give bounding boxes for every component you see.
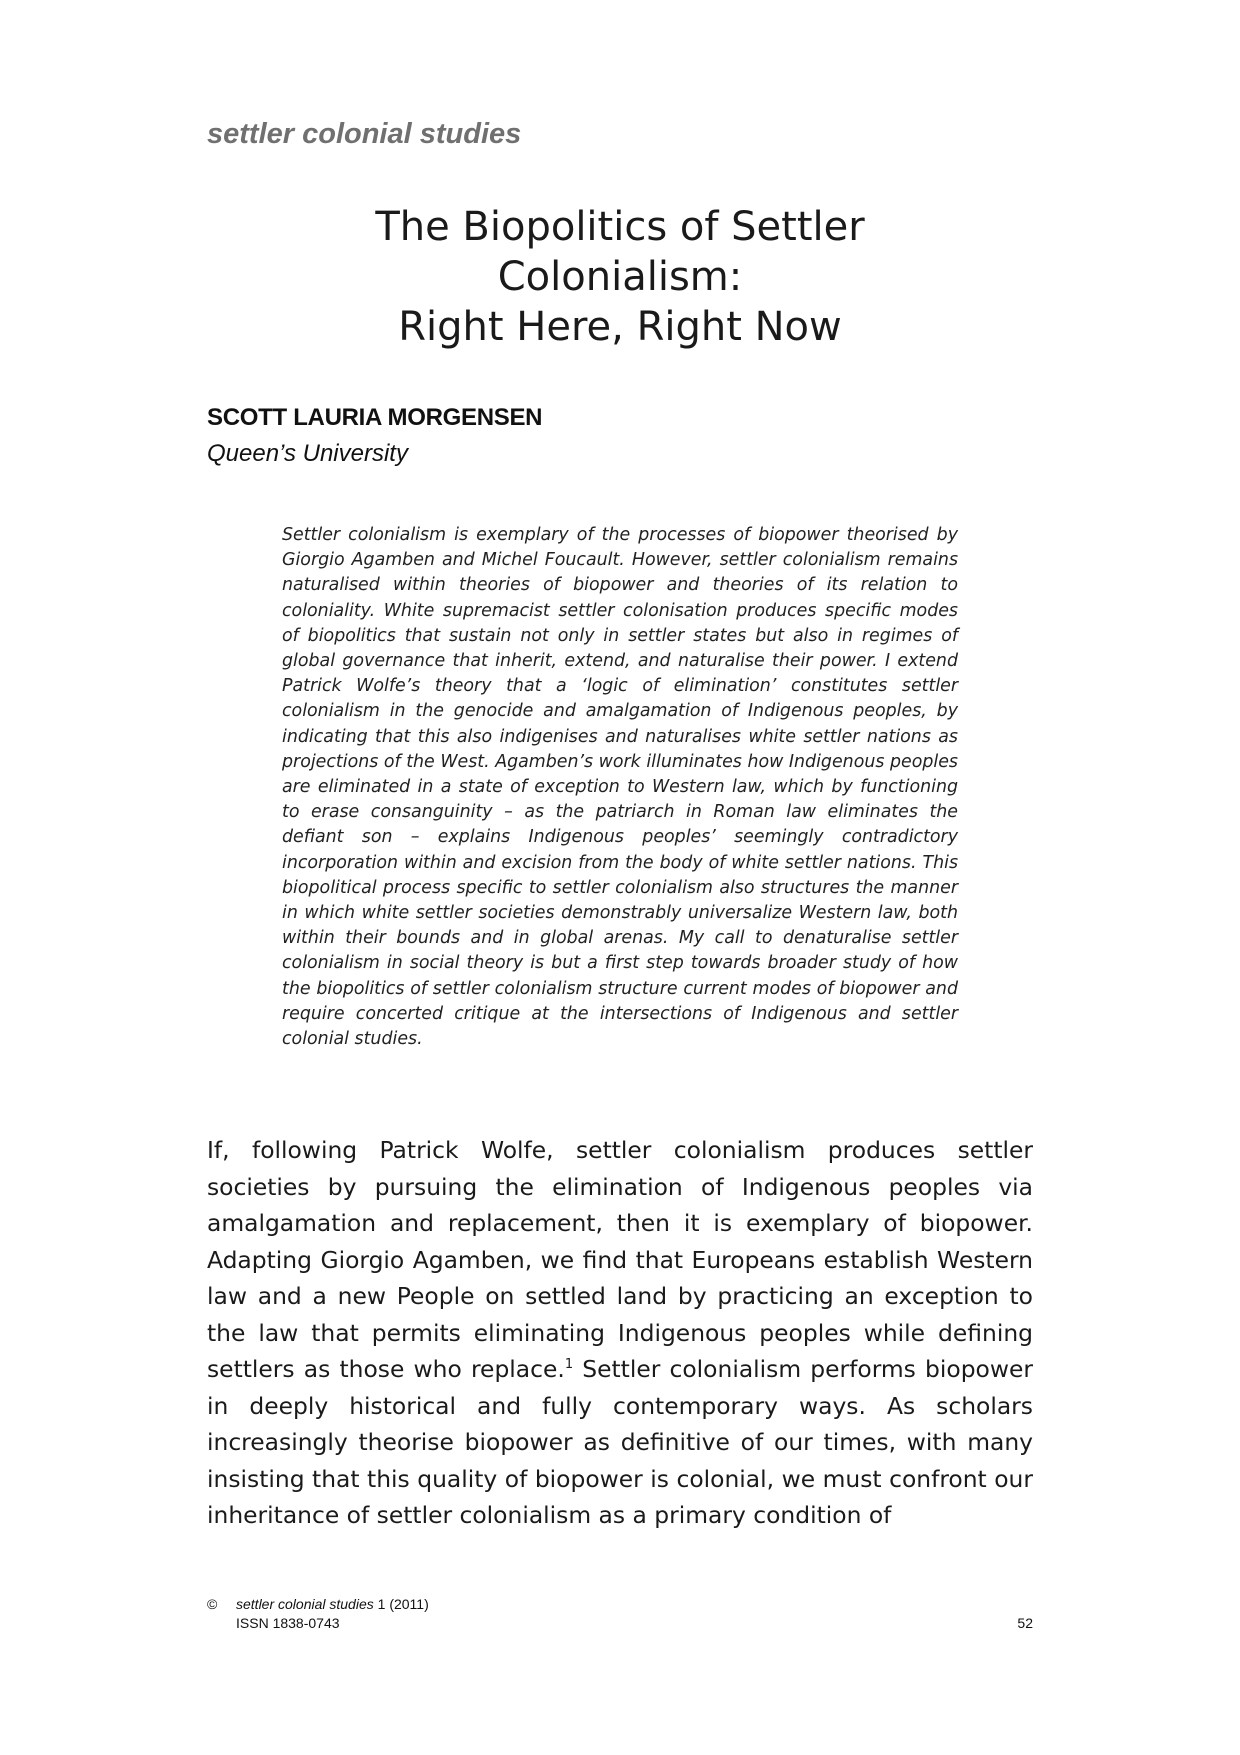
journal-name: settler colonial studies: [207, 118, 522, 150]
author-name: SCOTT LAURIA MORGENSEN: [207, 404, 543, 431]
abstract: Settler colonialism is exemplary of the processes of biopower theorised by Giorgio Agamben and Michel Foucault. However, settler colonialism remains naturalised within theories of biopower and theories of its relation to coloniality. White supremacist settler colonisation produces specific modes of biopolitics that sustain not only in settler states but also in regimes of global governance that inherit, extend, and naturalise their power. I extend Patrick Wolfe’s theory that a ‘logic of elimination’ constitutes settler colonialism in the genocide and amalgamation of Indigenous peoples, by indicating that this also indigenises and naturalises white settler nations as projections of the West. Agamben’s work illuminates how Indigenous peoples are eliminated in a state of exception to Western law, which by functioning to erase consanguinity – as the patriarch in Roman law eliminates the defiant son – explains Indigenous peoples’ seemingly contradictory incorporation within and excision from the body of white settler nations. This biopolitical process specific to settler colonialism also structures the manner in which white settler societies demonstrably universalize Western law, both within their bounds and in global arenas. My call to denaturalise settler colonialism in social theory is but a first step towards broader study of how the biopolitics of settler colonialism structure current modes of biopower and require concerted critique at the intersections of Indigenous and settler colonial studies.: [282, 525, 958, 1050]
footnote-marker[interactable]: 1: [564, 1357, 574, 1373]
citation-journal: settler colonial studies: [236, 1596, 374, 1612]
body-paragraph: [207, 1132, 1033, 1534]
author-affiliation: Queen’s University: [207, 440, 408, 467]
title-line-1: The Biopolitics of Settler: [375, 204, 865, 250]
body-text-part-2: Settler colonialism performs biopower in deeply historical and fully contemporary ways. As scholars increasingly theorise biopower as definitive of our times, with many insisting that this quality of biopower is colonial, we must confront our inheritance of settler colonialism as a primary condition of: [207, 1355, 1033, 1529]
page-number: 52: [1017, 1615, 1033, 1631]
footer-citation: [207, 1595, 429, 1633]
citation-volume: 1 (2011): [373, 1596, 429, 1612]
title-line-2: Colonialism:: [497, 254, 743, 300]
copyright-symbol: ©: [207, 1596, 218, 1612]
body-text-part-1: If, following Patrick Wolfe, settler colonialism produces settler societies by pursuing the elimination of Indigenous peoples via amalgamation and replacement, then it is exemplary of biopower. Adapting Giorgio Agamben, we find that Europeans establish Western law and a new People on settled land by practicing an exception to the law that permits eliminating Indigenous peoples while defining settlers as those who replace.: [207, 1136, 1033, 1383]
footer-citation-line: [207, 1595, 429, 1614]
issn: ISSN 1838-0743: [236, 1615, 340, 1631]
article-title: [207, 202, 1033, 352]
title-line-3: Right Here, Right Now: [398, 304, 842, 350]
